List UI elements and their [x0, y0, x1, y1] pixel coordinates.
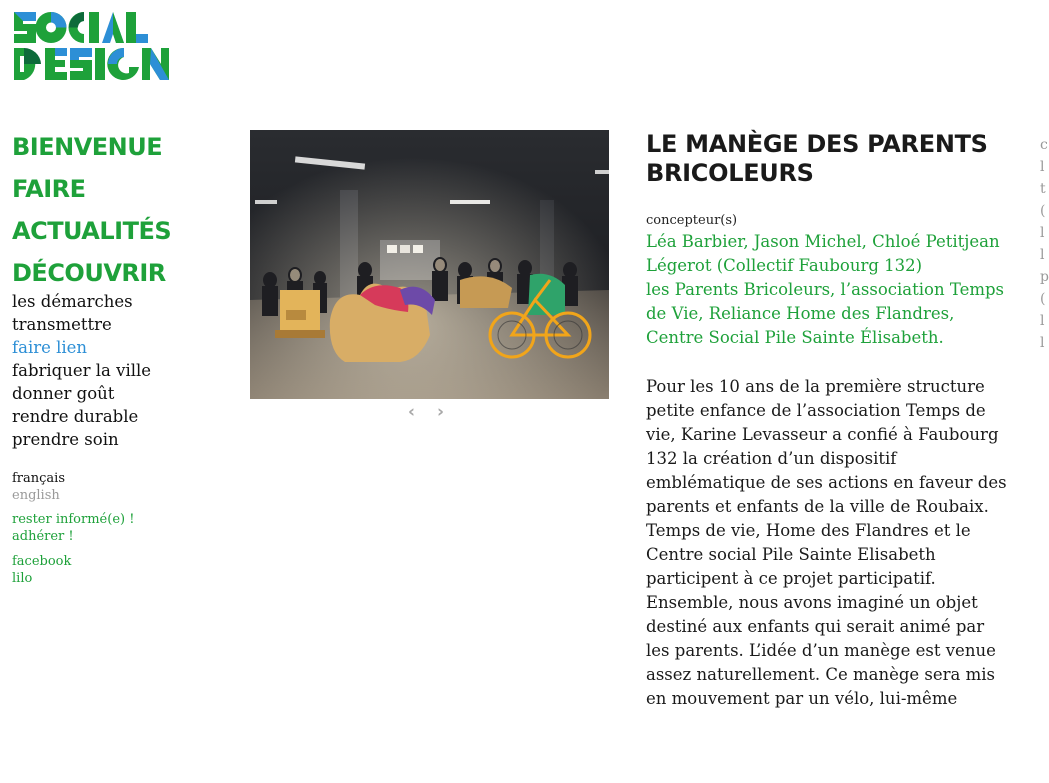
chevron-left-icon[interactable]: ‹: [408, 402, 416, 422]
article-body: Pour les 10 ans de la première structure petite enfance de l’association Temps de vie, Karine Levasseur a confié à Faubourg 132 la création d’un dispositif emblématique de ses actions en faveur des parents et enfants de la ville de Roubaix. Temps de vie, Home des Flandres et le Centre social Pile Sainte Elisabeth participent à ce projet participatif. Ensemble, nous avons imaginé un objet destiné aux enfants qui serait animé par les parents. L’idée d’un manège est venue assez naturellement. Ce manège sera mis en mouvement par un vélo, lui-même: [646, 377, 1007, 708]
sub-navigation: [12, 290, 212, 451]
language-switcher: [12, 470, 212, 504]
clipped-text-fragment: l: [1040, 313, 1045, 329]
clipped-text-fragment: c: [1040, 137, 1048, 153]
subnav-item-donner-gout[interactable]: donner goût: [12, 384, 115, 403]
clipped-right-column: [1040, 137, 1049, 357]
clipped-text-fragment: p: [1040, 269, 1049, 285]
clipped-text-fragment: (: [1040, 203, 1046, 219]
article-title: LE MANÈGE DES PARENTS BRICOLEURS: [646, 130, 988, 187]
stay-informed-link[interactable]: rester informé(e) !: [12, 512, 135, 527]
nav-item-decouvrir[interactable]: DÉCOUVRIR: [12, 259, 166, 287]
carousel-image: [250, 130, 609, 399]
chevron-right-icon[interactable]: ›: [437, 402, 445, 422]
credit-partners[interactable]: les Parents Bricoleurs, l’association Temps de Vie, Reliance Home des Flandres, Centre Social Pile Sainte Élisabeth.: [646, 280, 1005, 347]
clipped-text-fragment: l: [1040, 247, 1045, 263]
main-navigation: [12, 126, 212, 451]
clipped-text-fragment: l: [1040, 335, 1045, 351]
subnav-item-transmettre[interactable]: transmettre: [12, 315, 112, 334]
credits-label: concepteur(s): [646, 213, 738, 228]
project-article: [646, 130, 1008, 711]
social-design-logo[interactable]: [12, 10, 170, 82]
clipped-text-fragment: l: [1040, 159, 1045, 175]
logo-graphic: [12, 10, 170, 82]
subnav-item-fabriquer-la-ville[interactable]: fabriquer la ville: [12, 361, 152, 380]
nav-item-faire[interactable]: FAIRE: [12, 175, 86, 203]
subnav-item-les-demarches[interactable]: les démarches: [12, 292, 133, 311]
project-photo: [250, 130, 609, 399]
credit-designers[interactable]: Léa Barbier, Jason Michel, Chloé Petitjean Légerot (Collectif Faubourg 132): [646, 232, 1000, 275]
language-francais[interactable]: français: [12, 471, 66, 486]
clipped-text-fragment: (: [1040, 291, 1046, 307]
join-link[interactable]: adhérer !: [12, 529, 74, 544]
carousel-controls: [400, 402, 460, 422]
newsletter-links: [12, 511, 212, 545]
clipped-text-fragment: l: [1040, 225, 1045, 241]
language-english[interactable]: english: [12, 488, 60, 503]
clipped-text-fragment: t: [1040, 181, 1046, 197]
social-links: [12, 553, 212, 587]
nav-item-actualites[interactable]: ACTUALITÉS: [12, 217, 172, 245]
subnav-item-prendre-soin[interactable]: prendre soin: [12, 430, 119, 449]
facebook-link[interactable]: facebook: [12, 554, 72, 569]
lilo-link[interactable]: lilo: [12, 571, 33, 586]
subnav-item-faire-lien[interactable]: faire lien: [12, 338, 88, 357]
nav-item-bienvenue[interactable]: BIENVENUE: [12, 133, 163, 161]
subnav-item-rendre-durable[interactable]: rendre durable: [12, 407, 139, 426]
